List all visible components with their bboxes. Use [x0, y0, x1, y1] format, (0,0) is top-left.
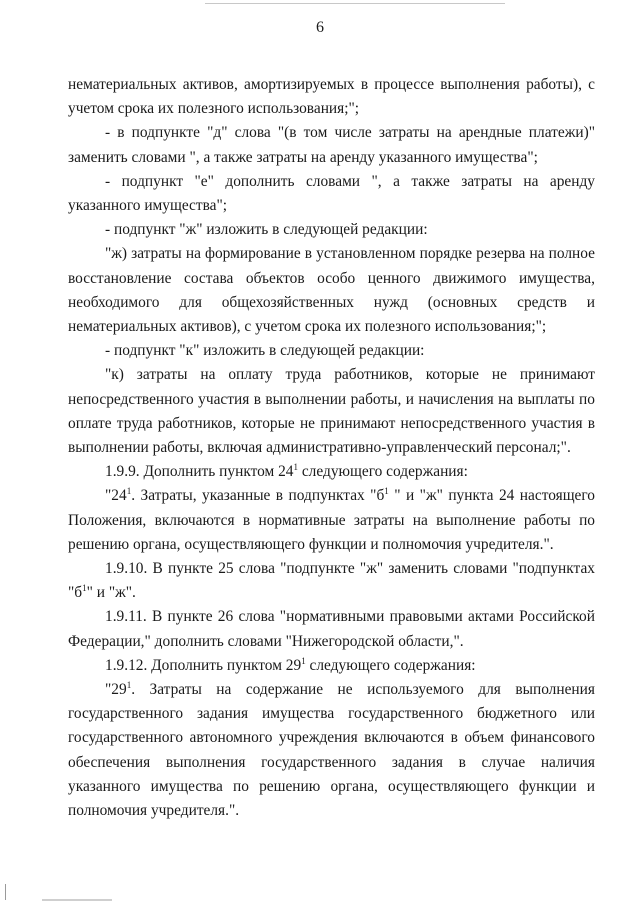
paragraph-5: "ж) затраты на формирование в установленном порядке резерва на полное восстановление состава объектов особо ценного движимого имущества, необходимого для общехозяйственных нужд (основных средств и нематериальных активов), с учетом срока их полезного использования;"; [68, 245, 595, 336]
superscript: 1 [126, 679, 132, 690]
paragraph-8-text-end: следующего содержания: [298, 463, 468, 481]
paragraph-11: 1.9.11. В пункте 26 слова "нормативными правовыми актами Российской Федерации," дополнить словами "Нижегородской области,". [68, 608, 595, 650]
paragraph-8 [68, 460, 595, 484]
paragraph-12-text-end: следующего содержания: [305, 656, 476, 674]
paragraph-7: "к) затраты на оплату труда работников, которые не принимают непосредственного участия в выполнении работы, и начисления на выплаты по оплате труда работников, которые не принимают непосредственного участия в выполнении работы, включая административно-управленческий персонал;". [68, 366, 595, 457]
paragraph-9-text: "24 [105, 487, 127, 505]
paragraph-4: - подпункт "ж" изложить в следующей редакции: [105, 221, 428, 239]
paragraph-9 [68, 484, 595, 557]
paragraph-8-text: 1.9.9. Дополнить пунктом 24 [105, 463, 294, 481]
paragraph-1: нематериальных активов, амортизируемых в процессе выполнения работы), с учетом срока их полезного использования;"; [68, 76, 595, 118]
scan-edge-mark [5, 884, 6, 900]
paragraph-10-text-end: " и "ж". [86, 584, 136, 602]
paragraph-2: - в подпункте "д" слова "(в том числе затраты на арендные платежи)" заменить словами ", а также затраты на аренду указанного имущества"; [68, 124, 595, 166]
document-body [68, 73, 595, 823]
superscript: 1 [293, 462, 298, 473]
paragraph-13-text-end: . Затраты на содержание не используемого для выполнения государственного задания имущества государственного бюджетного или государственного автономного учреждения включаются в объем финансового обеспечения выполнения государственного задания в случае наличия указанного имущества по решению органа, осуществляющего функции и полномочия учредителя.". [68, 681, 595, 820]
superscript: 1 [384, 486, 389, 497]
page-number: 6 [316, 19, 324, 36]
scan-footer-mark [42, 899, 112, 901]
paragraph-10 [68, 557, 595, 605]
paragraph-3: - подпункт "е" дополнить словами ", а также затраты на аренду указанного имущества"; [68, 172, 595, 215]
paragraph-6: - подпункт "к" изложить в следующей редакции: [105, 342, 425, 360]
superscript: 1 [301, 655, 306, 666]
paragraph-10-text: 1.9.10. В пункте 25 слова "подпункте "ж" заменить словами "подпунктах "б [68, 560, 595, 602]
paragraph-9-text-end: " и "ж" пункта 24 настоящего Положения, включаются в нормативные затраты на выполнение работы по решению органа, осуществляющего функции и полномочия учредителя.". [68, 487, 596, 553]
paragraph-13-text: "29 [105, 681, 127, 699]
paragraph-9-text-mid: . Затраты, указанные в подпунктах "б [131, 487, 385, 505]
superscript: 1 [126, 486, 132, 497]
paragraph-13 [68, 678, 595, 823]
paragraph-12 [68, 654, 595, 678]
paragraph-12-text: 1.9.12. Дополнить пунктом 29 [105, 656, 302, 674]
top-divider [205, 3, 505, 4]
superscript: 1 [82, 583, 87, 594]
